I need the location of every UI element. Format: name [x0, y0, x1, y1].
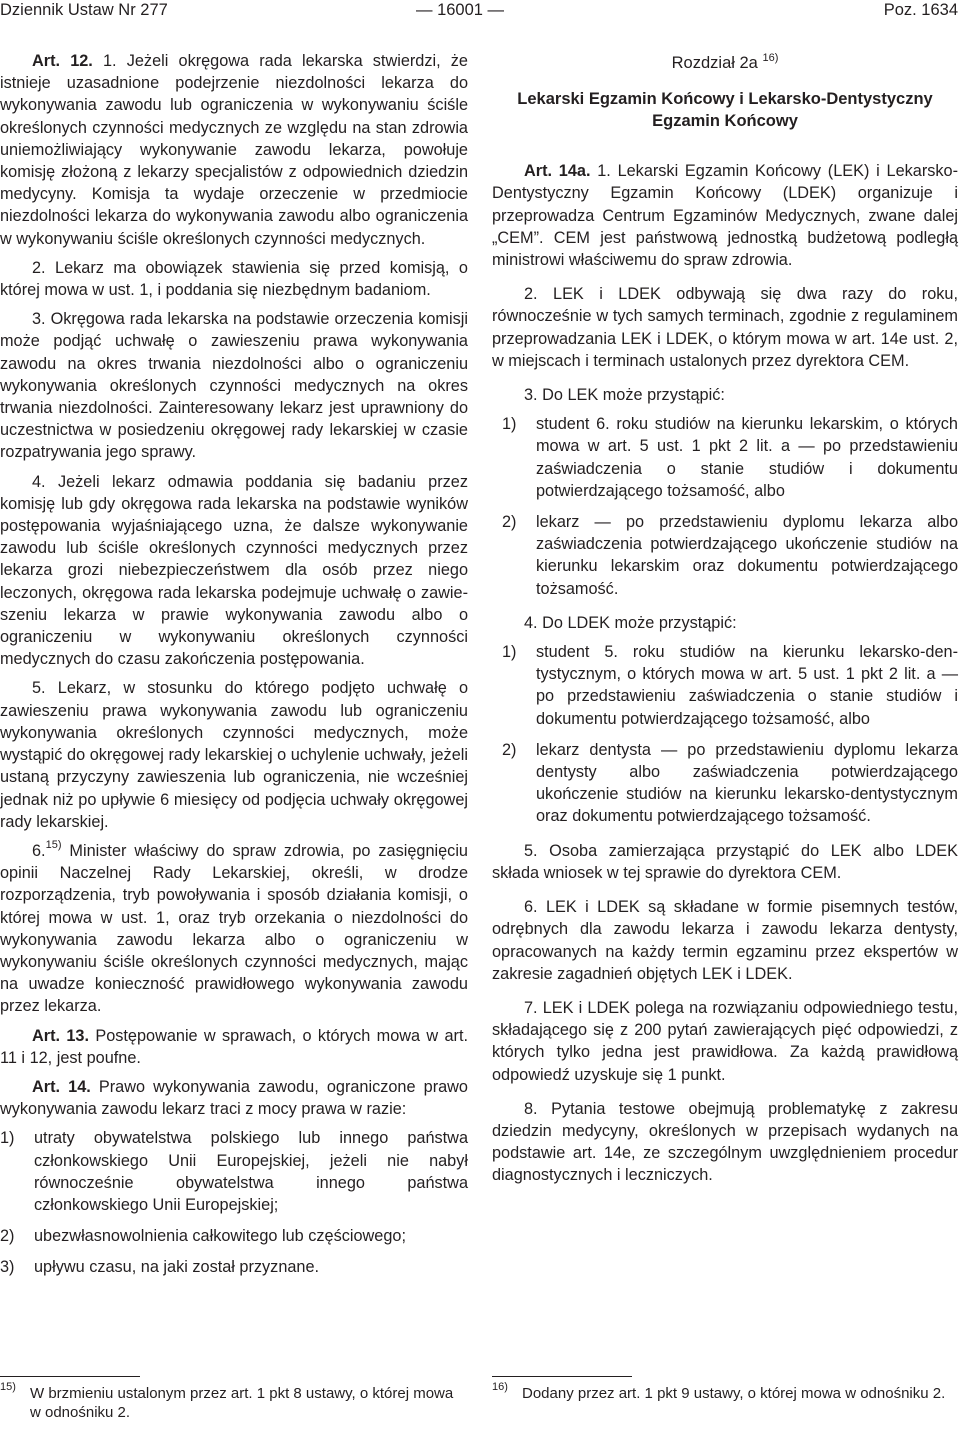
footnote-15 [0, 1381, 468, 1422]
right-column [492, 50, 958, 1194]
list-item [0, 1256, 468, 1278]
footnote-text: W brzmieniu ustalonym przez art. 1 pkt 8 ustawy, o której mowa w odnośniku 2. [30, 1385, 454, 1421]
art14a-label: Art. 14a. [524, 162, 591, 181]
art14a-par7: 7. LEK i LDEK polega na rozwiązaniu odpowiedniego testu, składającego się z 200 pytań zawierających pięć odpowiedzi, z których tylko jedna jest prawidłowa. Za każdą prawidłową odpowiedź uzyskuje się 1 punkt. [492, 998, 958, 1084]
art13-text: Postępowanie w sprawach, o których mowa w art. 11 i 12, jest poufne. [0, 1026, 469, 1067]
art14a-par5: 5. Osoba zamierzająca przystąpić do LEK albo LDEK składa wniosek w tej sprawie do dyrektora CEM. [492, 841, 958, 882]
art14a-par6: 6. LEK i LDEK są składane w formie pisemnych testów, odrębnych dla zawodu lekarza i zawodu lekarza dentysty, opracowanych na każdy termin egzaminu przez ekspertów w zakresie zagadnień objętych LEK i LDEK. [492, 898, 958, 983]
art14a-par4: 4. Do LDEK może przystąpić: [524, 613, 737, 632]
art14-text: Prawo wykonywania zawodu, ograniczone prawo wykonywania zawodu lekarz traci z mocy prawa w razie: [0, 1077, 468, 1119]
list-item-text: upływu czasu, na jaki został przyznane. [34, 1258, 320, 1277]
art14 [0, 1076, 468, 1120]
list-item-text: student 6. roku studiów na kierunku lekarskim, o których mowa w art. 5 ust. 1 pkt 2 lit. a — po przedstawieniu zaświadczenia o stanie studiów i dokumentu potwierdzającego tożsamość, albo [536, 415, 958, 500]
chapter-title: Lekarski Egzamin Końcowy i Lekarsko-Dentystyczny Egzamin Końcowy [517, 90, 933, 131]
art14a-par1 [492, 160, 958, 271]
list-item [492, 641, 958, 730]
left-column [0, 50, 468, 1289]
footnote-item [492, 1381, 958, 1403]
art14a-par1-num: 1. [597, 162, 611, 181]
list-item-number: 2) [502, 513, 517, 532]
art12-par1-num: 1. [102, 52, 117, 70]
footnote-number: 15) [0, 1381, 16, 1393]
list-item-text: utraty obywatelstwa polskiego lub innego państwa członkowskiego Unii Europejskiej, jeżeli nie nabył równocześnie obywatelstwa innego państwa członkowskiego Unii Europejskiej; [34, 1129, 468, 1214]
footnote-item [0, 1381, 468, 1422]
art14a-par8: 8. Pytania testowe obejmują problematykę z zakresu dziedzin medycyny, określonych w przepisach wydanych na podstawie art. 14e, ze szczególnym uwzględnieniem procedur diagnostycznych i leczniczych. [492, 1099, 958, 1185]
footnote-divider [492, 1376, 632, 1377]
art14-list [0, 1127, 468, 1278]
footnote-text: Dodany przez art. 1 pkt 9 ustawy, o której mowa w odnośniku 2. [522, 1385, 946, 1402]
list-item-number: 2) [0, 1227, 15, 1246]
art12-par5: 5. Lekarz, w stosunku do którego podjęto uchwałę o zawieszeniu prawa wykonywania zawodu lub ograniczeniu wykonywania określonych czynności medycznych, może wystąpić do okręgowej rady lekarskiej o uchylenie uchwały, jeżeli ustaną przyczyny zawieszenia lub ograniczenia, nie wcześniej jednak niż po upływie 6 miesięcy od podjęcia uchwały okręgowej rady lekarskiej. [0, 679, 468, 831]
list-item-number: 1) [0, 1129, 15, 1148]
art14a-par1-text: Lekarski Egzamin Końcowy (LEK) i Lekarsko-Dentystyczny Egzamin Końcowy (LDEK) organizuje i przeprowadza Centrum Egzaminów Medycznych, zwane dalej „CEM”. CEM jest państwową jednostką budżetową podległą ministrowi właściwemu do spraw zdrowia. [492, 162, 958, 270]
art13 [0, 1025, 468, 1069]
chapter-heading [492, 52, 958, 74]
art14a-par2: 2. LEK i LDEK odbywają się dwa razy do roku, równocześnie w tych samych terminach, zgodnie z regulaminem przeprowadzania LEK i LDEK, o którym mowa w art. 14e ust. 2, w miejscach i terminach ustalonych przez dyrektora CEM. [492, 285, 958, 370]
art12-par6-text: Minister właściwy do spraw zdrowia, po zasięgnięciu opinii Naczelnej Rady Lekarskiej, określi, w drodze rozporządzenia, tryb powoływania i sposób działania komisji, o której mowa w ust. 1, oraz tryb orzekania o niezdolności do wykonywania zawodu lekarza albo o ograniczeniu w wykonywaniu ściśle określonych czynności medycznych, mając na uwadze konieczność prawidłowego wykonywania zawodu przez lekarza. [0, 841, 468, 1016]
list-item [0, 1225, 468, 1247]
page-header [0, 0, 960, 28]
list-item-text: student 5. roku studiów na kierunku lekarsko-dentystycznym, o których mowa w art. 5 ust. 1 pkt 2 lit. a — po przedstawieniu zaświadczenia o stanie studiów i dokumentu potwierdzającego tożsamość, albo [536, 643, 958, 728]
chapter-label: Rozdział 2a [671, 54, 758, 72]
journal-title: Dziennik Ustaw Nr 277 [0, 1, 168, 19]
list-item-text: lekarz — po przedstawieniu dyplomu lekarza albo zaświadczenia potwierdzającego ukończenie studiów na kierunku lekarskim oraz dokumentu potwierdzającego tożsamość. [536, 513, 958, 598]
art12-par4: 4. Jeżeli lekarz odmawia poddania się badaniu przez komisję lub gdy okręgowa rada lekarska na podstawie wyników postępowania wyjaśniającego uzna, że dalsze wykonywanie zawodu lub ściśle określonych czynności medycznych przez lekarza grozi niebezpieczeństwem dla osób przez niego leczonych, okręgowa rada lekarska podejmuje uchwałę o zawieszeniu lekarza w prawie wykonywania zawodu albo o ograniczeniu w wykonywaniu określonych czynności medycznych do czasu zakończenia postępowania. [0, 472, 468, 669]
art14a-par3-list [492, 413, 958, 600]
list-item [492, 413, 958, 502]
art12-par6-num: 6. [32, 841, 46, 860]
list-item [492, 511, 958, 600]
art12-par1 [0, 50, 468, 250]
art12-par6 [0, 840, 468, 1018]
list-item-number: 1) [502, 643, 517, 662]
list-item [492, 739, 958, 828]
footnote-ref-15: 15) [45, 839, 62, 852]
list-item-number: 3) [0, 1258, 15, 1277]
list-item-text: ubezwłasnowolnienia całkowitego lub częściowego; [34, 1227, 406, 1246]
footnote-number: 16) [492, 1381, 508, 1393]
art14a-par4-list [492, 641, 958, 828]
list-item-number: 2) [502, 740, 517, 759]
art12-par1-text: Jeżeli okręgowa rada lekarska stwierdzi, że istnieje uzasadnione podejrzenie niezdolności lekarza do wykonywania zawodu lub ograniczenia w wykonywaniu ściśle określonych czynności medycznych ze względu na stan zdrowia uniemożliwiający wykonywanie zawodu lekarza, powołuje komisję złożoną z lekarzy specjalistów z odpowiednich dziedzin medycyny. Komisja ta wydaje orzeczenie w przedmiocie niezdolności lekarza do wykonywania zawodu albo ograniczenia w wykonywaniu ściśle określonych czynności medycznych. [0, 52, 468, 248]
list-item [0, 1127, 468, 1216]
footnote-16 [492, 1381, 958, 1403]
art14a-par3: 3. Do LEK może przystąpić: [524, 386, 725, 405]
art14-label: Art. 14. [32, 1077, 91, 1096]
art13-label: Art. 13. [32, 1026, 89, 1045]
page-number: — 16001 — [416, 1, 505, 19]
list-item-text: lekarz dentysta — po przedstawieniu dyplomu lekarza dentysty albo zaświadczenia potwierdzającego ukończenie studiów na kierunku lekarsko-dentystycznym oraz dokumentu potwierdzającego tożsamość. [536, 740, 958, 826]
footnote-ref-16: 16) [762, 51, 779, 64]
list-item-number: 1) [502, 415, 517, 434]
position-number: Poz. 1634 [883, 1, 958, 19]
art12-label: Art. 12. [32, 52, 93, 70]
art12-par3: 3. Okręgowa rada lekarska na podstawie orzeczenia komisji może podjąć uchwałę o zawieszeniu prawa wykonywania zawodu na okres trwania niezdolności albo o ograniczeniu wykonywania określonych czynności medycznych na okres trwania niezdolności. Zainteresowany lekarz jest uprawniony do uczestnictwa w posiedzeniu okręgowej rady lekarskiej w czasie rozpatrywania jego sprawy. [0, 310, 468, 462]
footnote-divider [0, 1376, 140, 1377]
art12-par2: 2. Lekarz ma obowiązek stawienia się przed komisją, o której mowa w ust. 1, i poddania się niezbędnym badaniom. [0, 258, 468, 300]
